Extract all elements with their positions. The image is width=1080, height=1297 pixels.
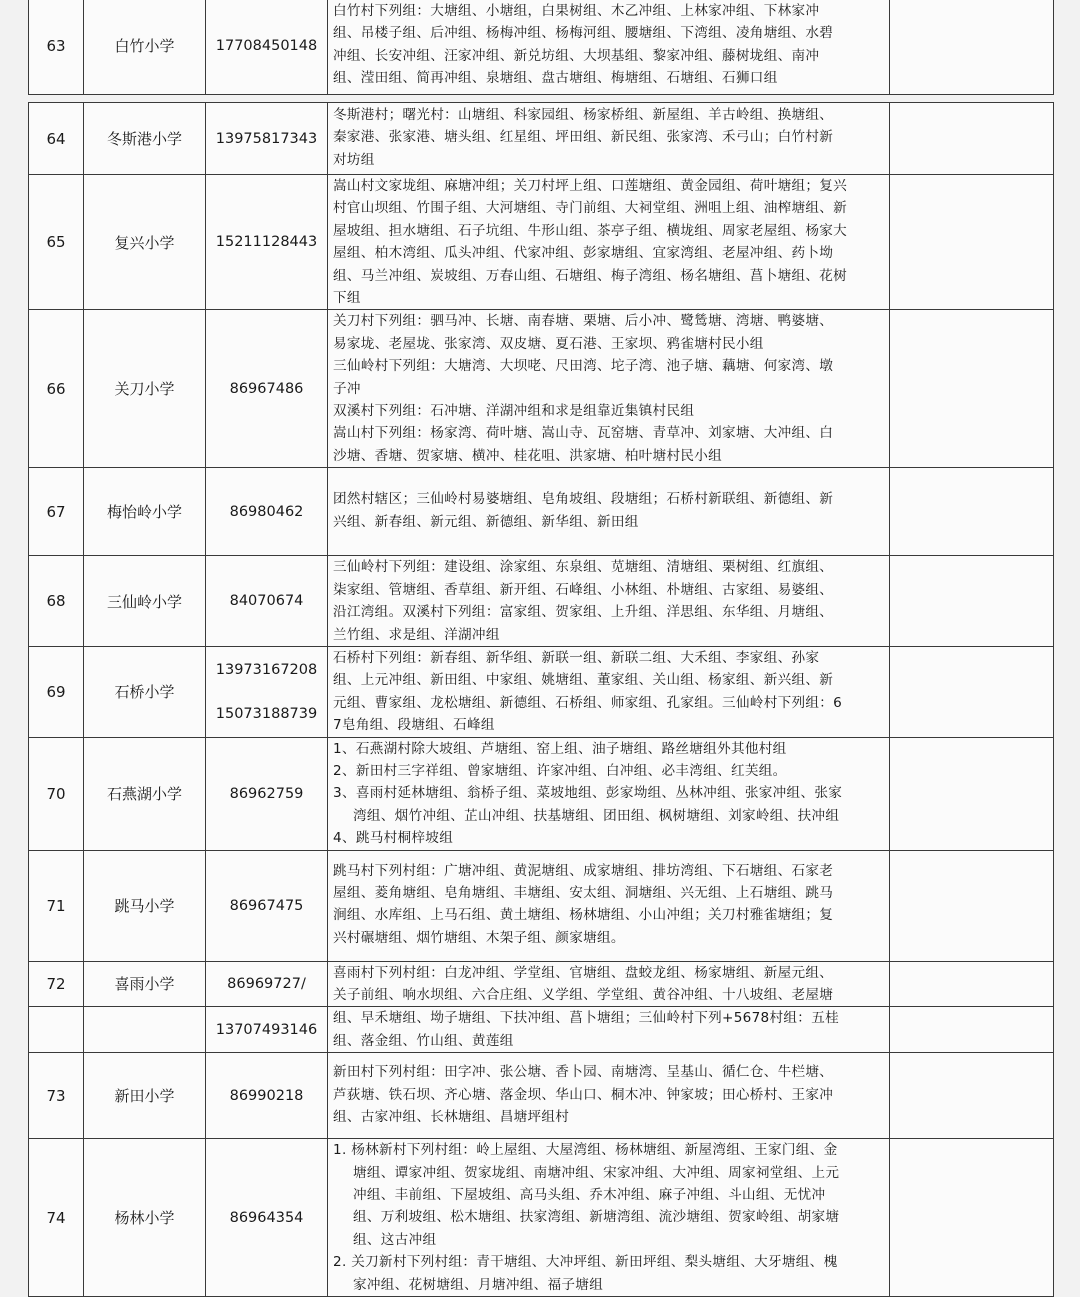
phone-number: 13975817343 <box>215 130 318 147</box>
phone-cell <box>206 0 328 95</box>
area-text-line: 元组、曹家组、龙松塘组、新德组、石桥组、师家组、孔家组。三仙岭村下列组：6 <box>333 694 843 711</box>
area-text-line: 冲组、长安冲组、汪家冲组、新兑坊组、大坝基组、黎家冲组、藤树垅组、南冲 <box>333 47 820 64</box>
school-name: 梅怡岭小学 <box>84 468 206 556</box>
school-name: 复兴小学 <box>84 175 206 310</box>
phone-cell <box>206 961 328 1007</box>
area-text-line: 组、万利坡组、松木塘组、扶家湾组、新塘湾组、流沙塘组、贺家岭组、胡家塘 <box>353 1209 840 1226</box>
catchment-area <box>328 310 890 468</box>
area-text-line: 对坊组 <box>333 151 375 168</box>
area-text-line: 沙塘、香塘、贺家塘、横冲、桂花咀、洪家塘、柏叶塘村民小组 <box>333 447 723 464</box>
area-text-line: 易家垅、老屋垅、张家湾、双皮塘、夏石港、王家坝、鸦雀塘村民小组 <box>333 335 764 352</box>
area-text-line: 屋组、菱角塘组、皂角塘组、丰塘组、安太组、洞塘组、兴无组、上石塘组、跳马 <box>333 884 834 901</box>
row-number: 65 <box>29 175 84 310</box>
table-row <box>29 310 1054 468</box>
phone-number: 17708450148 <box>215 37 318 54</box>
area-text-line: 双溪村下列组：石冲塘、洋湖冲组和求是组靠近集镇村民组 <box>333 403 695 420</box>
area-text-line: 屋组、柏木湾组、瓜头冲组、代家冲组、彭家塘组、宜家湾组、老屋冲组、药卜坳 <box>333 245 834 262</box>
row-number <box>29 1007 84 1053</box>
area-text-line: 冬斯港村；曙光村：山塘组、科家园组、杨家桥组、新屋组、羊古岭组、换塘组、 <box>333 107 834 123</box>
phone-number: 86962759 <box>229 785 304 802</box>
area-text-line: 组、滢田组、简再冲组、泉塘组、盘古塘组、梅塘组、石塘组、石狮口组 <box>333 70 778 87</box>
area-text-line: 组、吊楼子组、后冲组、杨梅冲组、杨梅河组、腰塘组、下湾组、凌角塘组、水碧 <box>333 25 834 42</box>
phone-cell <box>206 737 328 850</box>
remarks-cell <box>890 850 1054 961</box>
catchment-area <box>328 961 890 1007</box>
catchment-area <box>328 850 890 961</box>
area-text-line: 喜雨村下列村组：白龙冲组、学堂组、官塘组、盘蛟龙组、杨家塘组、新屋元组、 <box>333 964 834 981</box>
area-text-line: 新田村下列村组：田字冲、张公塘、香卜园、南塘湾、呈基山、循仁仓、牛栏塘、 <box>333 1064 834 1081</box>
remarks-cell <box>890 737 1054 850</box>
phone-cell <box>206 468 328 556</box>
catchment-area <box>328 0 890 95</box>
school-name: 石燕湖小学 <box>84 737 206 850</box>
area-text-line: 湾组、烟竹冲组、芷山冲组、扶基塘组、团田组、枫树塘组、刘家岭组、扶冲组 <box>353 807 840 824</box>
area-text-line: 三仙岭村下列组：大塘湾、大坝咾、尺田湾、坨子湾、池子塘、藕塘、何家湾、墩 <box>333 358 834 375</box>
school-district-table-part1 <box>28 0 1054 95</box>
table-row <box>29 103 1054 175</box>
area-text-line: 关刀村下列组：驷马冲、长塘、南春塘、栗塘、后小冲、鹭鸶塘、湾塘、鸭婆塘、 <box>333 313 834 330</box>
phone-number: 15211128443 <box>215 234 318 251</box>
phone-cell <box>206 1139 328 1297</box>
area-text-line: 屋坡组、担水塘组、石子坑组、牛形山组、茶亭子组、横垅组、周家老屋组、杨家大 <box>333 222 848 239</box>
area-text-line: 2. 关刀新村下列村组：青干塘组、大冲坪组、新田坪组、梨头塘组、大牙塘组、槐 <box>333 1254 838 1271</box>
catchment-area <box>328 103 890 175</box>
phone-number: 86967475 <box>229 897 304 914</box>
catchment-area <box>328 737 890 850</box>
remarks-cell <box>890 1139 1054 1297</box>
catchment-area <box>328 468 890 556</box>
row-number: 71 <box>29 850 84 961</box>
row-number: 69 <box>29 646 84 737</box>
phone-number: 86990218 <box>229 1087 304 1104</box>
catchment-area <box>328 646 890 737</box>
area-text-line: 村官山坝组、竹围子组、大河塘组、寺门前组、大祠堂组、洲咀上组、油榨塘组、新 <box>333 200 848 217</box>
table-row <box>29 1139 1054 1297</box>
phone-cell <box>206 175 328 310</box>
area-text-line: 三仙岭村下列组：建设组、涂家组、东泉组、苋塘组、清塘组、栗树组、红旗组、 <box>333 559 834 576</box>
area-text-line: 组、马兰冲组、炭坡组、万春山组、石塘组、梅子湾组、杨名塘组、菖卜塘组、花树 <box>333 267 848 284</box>
area-text-line: 跳马村下列村组：广塘冲组、黄泥塘组、成家塘组、排坊湾组、下石塘组、石家老 <box>333 862 834 879</box>
school-name: 白竹小学 <box>84 0 206 95</box>
row-number: 73 <box>29 1053 84 1139</box>
table-row <box>29 646 1054 737</box>
table-row <box>29 175 1054 310</box>
area-text-line: 2、新田村三字祥组、曾家塘组、许家冲组、白冲组、必丰湾组、红芙组。 <box>333 762 787 779</box>
remarks-cell <box>890 468 1054 556</box>
area-text-line: 下组 <box>333 290 361 307</box>
school-name: 石桥小学 <box>84 646 206 737</box>
table-row <box>29 1053 1054 1139</box>
area-text-line: 子冲 <box>333 380 361 397</box>
remarks-cell <box>890 175 1054 310</box>
remarks-cell <box>890 556 1054 647</box>
area-text-line: 组、落金组、竹山组、黄莲组 <box>333 1032 514 1049</box>
catchment-area <box>328 1007 890 1053</box>
row-number: 67 <box>29 468 84 556</box>
school-name: 跳马小学 <box>84 850 206 961</box>
area-text-line: 兴组、新春组、新元组、新德组、新华组、新田组 <box>333 513 639 530</box>
area-text-line: 秦家港、张家港、塘头组、红星组、坪田组、新民组、张家湾、禾弓山；白竹村新 <box>333 129 834 146</box>
phone-cell <box>206 1053 328 1139</box>
area-text-line: 兴村碾塘组、烟竹塘组、木架子组、颜家塘组。 <box>333 929 625 946</box>
area-text-line: 冲组、丰前组、下屋坡组、高马头组、乔木冲组、麻子冲组、斗山组、无忧冲 <box>353 1187 826 1203</box>
phone-cell <box>206 310 328 468</box>
school-name: 新田小学 <box>84 1053 206 1139</box>
table-row <box>29 1007 1054 1053</box>
row-number: 66 <box>29 310 84 468</box>
row-number: 63 <box>29 0 84 95</box>
catchment-area <box>328 175 890 310</box>
remarks-cell <box>890 103 1054 175</box>
area-text-line: 柒家组、管塘组、香草组、新开组、石峰组、小林组、朴塘组、古家组、易婆组、 <box>333 581 834 598</box>
row-number: 68 <box>29 556 84 647</box>
remarks-cell <box>890 1007 1054 1053</box>
area-text-line: 组、上元冲组、新田组、中家组、姚塘组、董家组、关山组、杨家组、新兴组、新 <box>333 672 834 689</box>
area-text-line: 7皂角组、段塘组、石峰组 <box>333 717 495 734</box>
area-text-line: 组、早禾塘组、坳子塘组、下扶冲组、菖卜塘组；三仙岭村下列+5678村组：五桂 <box>333 1010 839 1027</box>
remarks-cell <box>890 961 1054 1007</box>
phone-number: 86964354 <box>229 1209 304 1226</box>
area-text-line: 白竹村下列组：大塘组、小塘组，白果树组、木乙冲组、上林家冲组、下林家冲 <box>333 3 820 19</box>
phone-number: 13973167208 <box>215 661 318 678</box>
phone-number: 13707493146 <box>215 1021 318 1038</box>
area-text-line: 组、古家冲组、长林塘组、昌塘坪组村 <box>333 1109 570 1125</box>
table-row <box>29 737 1054 850</box>
area-text-line: 家冲组、花树塘组、月塘冲组、福子塘组 <box>353 1276 604 1293</box>
area-text-line: 塘组、谭家冲组、贺家垅组、南塘冲组、宋家冲组、大冲组、周家祠堂组、上元 <box>353 1164 840 1181</box>
table-row <box>29 468 1054 556</box>
area-text-line: 嵩山村下列组：杨家湾、荷叶塘、嵩山寺、瓦窑塘、青草冲、刘家塘、大冲组、白 <box>333 425 834 442</box>
area-text-line: 组、这古冲组 <box>353 1231 437 1248</box>
table-row <box>29 556 1054 647</box>
row-number: 70 <box>29 737 84 850</box>
school-name: 冬斯港小学 <box>84 103 206 175</box>
area-text-line: 关子前组、响水坝组、六合庄组、义学组、学堂组、黄谷冲组、十八坡组、老屋塘 <box>333 986 834 1003</box>
remarks-cell <box>890 310 1054 468</box>
school-name: 三仙岭小学 <box>84 556 206 647</box>
area-text-line: 嵩山村文家垅组、麻塘冲组；关刀村坪上组、口莲塘组、黄金园组、荷叶塘组；复兴 <box>333 178 848 194</box>
phone-cell <box>206 103 328 175</box>
area-text-line: 沿江湾组。双溪村下列组：富家组、贺家组、上升组、洋思组、东华组、月塘组、 <box>333 604 834 621</box>
area-text-line: 4、跳马村桐梓坡组 <box>333 830 454 847</box>
table-row <box>29 0 1054 95</box>
phone-cell <box>206 1007 328 1053</box>
school-name: 关刀小学 <box>84 310 206 468</box>
phone-number: 86969727/ <box>227 975 306 992</box>
school-name: 杨林小学 <box>84 1139 206 1297</box>
remarks-cell <box>890 1053 1054 1139</box>
table-row <box>29 850 1054 961</box>
phone-number: 86967486 <box>229 380 304 397</box>
phone-cell <box>206 646 328 737</box>
catchment-area <box>328 1053 890 1139</box>
phone-number: 15073188739 <box>215 705 318 722</box>
phone-number: 86980462 <box>229 503 304 520</box>
catchment-area <box>328 1139 890 1297</box>
area-text-line: 团然村辖区；三仙岭村易婆塘组、皂角坡组、段塘组；石桥村新联组、新德组、新 <box>333 491 834 508</box>
area-text-line: 涧组、水库组、上马石组、黄土塘组、杨林塘组、小山冲组；关刀村雅雀塘组；复 <box>333 907 834 924</box>
table-row <box>29 961 1054 1007</box>
phone-number: 84070674 <box>229 593 304 610</box>
school-name: 喜雨小学 <box>84 961 206 1007</box>
area-text-line: 芦荻塘、铁石坝、齐心塘、落金坝、华山口、桐木冲、钟家坡；田心桥村、王家冲 <box>333 1086 834 1103</box>
phone-cell <box>206 556 328 647</box>
row-number: 64 <box>29 103 84 175</box>
area-text-line: 1、石燕湖村除大坡组、芦塘组、窑上组、油子塘组、路丝塘组外其他村组 <box>333 740 787 757</box>
area-text-line: 石桥村下列组：新春组、新华组、新联一组、新联二组、大禾组、李家组、孙家 <box>333 649 820 666</box>
phone-cell <box>206 850 328 961</box>
catchment-area <box>328 556 890 647</box>
remarks-cell <box>890 0 1054 95</box>
row-number: 74 <box>29 1139 84 1297</box>
school-district-table-part2 <box>28 102 1054 1297</box>
area-text-line: 1. 杨林新村下列村组：岭上屋组、大屋湾组、杨林塘组、新屋湾组、王家门组、金 <box>333 1142 838 1159</box>
school-name <box>84 1007 206 1053</box>
row-number: 72 <box>29 961 84 1007</box>
area-text-line: 兰竹组、求是组、洋湖冲组 <box>333 626 500 643</box>
area-text-line: 3、喜雨村延林塘组、翁桥子组、菜坡地组、彭家坳组、丛林冲组、张家冲组、张家 <box>333 785 843 802</box>
remarks-cell <box>890 646 1054 737</box>
